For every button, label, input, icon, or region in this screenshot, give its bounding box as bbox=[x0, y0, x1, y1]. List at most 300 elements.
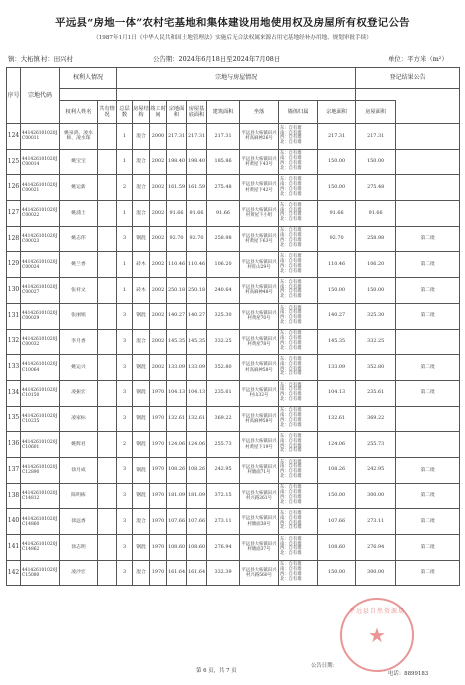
row-base-area: 104.13 bbox=[187, 380, 207, 406]
row-completion-year: 1970 bbox=[150, 457, 167, 483]
row-boundaries: 东：自有墙 南：自有墙 西：自有墙 北：自有墙 bbox=[279, 535, 318, 561]
row-parcel-code: 441426101020JC10235 bbox=[21, 406, 60, 432]
row-boundaries: 东：自有墙 南：自有墙 西：自有墙 北：自有墙 bbox=[279, 457, 318, 483]
row-boundaries: 东：自有墙 南：自有墙 西：自有墙 北：自有墙 bbox=[279, 329, 318, 355]
row-building-area: 240.64 bbox=[207, 278, 240, 304]
row-boundaries: 东：自有墙 南：自有墙 西：自有墙 北：自有墙 bbox=[279, 124, 318, 150]
row-structure: 钢混 bbox=[133, 457, 150, 483]
row-seq: 135 bbox=[7, 406, 21, 432]
row-base-area: 107.66 bbox=[187, 509, 207, 535]
row-location: 平远县大柘镇田兴村高麻神58号 bbox=[240, 406, 279, 432]
row-seq: 128 bbox=[7, 226, 21, 252]
header-completion-year: 竣工时间 bbox=[150, 101, 167, 124]
row-base-area: 161.59 bbox=[187, 175, 207, 201]
row-reg-parcel-area: 108.60 bbox=[318, 535, 356, 561]
row-parcel-code: 441426101020JC00024 bbox=[21, 252, 60, 278]
row-remark bbox=[396, 149, 460, 175]
row-co-owner bbox=[98, 509, 117, 535]
row-co-owner bbox=[98, 483, 117, 509]
table-row bbox=[7, 329, 460, 355]
row-remark: 第二批 bbox=[396, 509, 460, 535]
row-completion-year: 1970 bbox=[150, 432, 167, 458]
row-location: 平远县大柘镇田兴村塘面37号 bbox=[240, 535, 279, 561]
row-total-floors: 3 bbox=[117, 560, 133, 586]
row-parcel-area: 110.46 bbox=[167, 252, 187, 278]
table-row bbox=[7, 483, 460, 509]
row-structure: 混合 bbox=[133, 560, 150, 586]
row-reg-parcel-area: 104.13 bbox=[318, 380, 356, 406]
row-parcel-code: 441426101020JC10064 bbox=[21, 355, 60, 381]
header-seq: 序号 bbox=[7, 68, 21, 124]
row-holder-name: 姚运兴 bbox=[60, 355, 98, 381]
row-total-floors: 3 bbox=[117, 329, 133, 355]
row-parcel-area: 92.70 bbox=[167, 226, 187, 252]
meta-town: 镇：大柘镇 bbox=[8, 55, 40, 63]
row-holder-name: 凌家标 bbox=[60, 406, 98, 432]
row-remark bbox=[396, 406, 460, 432]
table-row bbox=[7, 432, 460, 458]
row-parcel-area: 250.18 bbox=[167, 278, 187, 304]
row-reg-parcel-area: 150.00 bbox=[318, 278, 356, 304]
meta-period bbox=[41, 54, 281, 63]
registration-table bbox=[6, 67, 460, 586]
row-total-floors: 2 bbox=[117, 175, 133, 201]
row-total-floors: 3 bbox=[117, 535, 133, 561]
row-structure: 钢混 bbox=[133, 432, 150, 458]
row-holder-name: 徐远香 bbox=[60, 509, 98, 535]
row-base-area: 124.06 bbox=[187, 432, 207, 458]
row-parcel-code: 441426101020JC00027 bbox=[21, 278, 60, 304]
row-base-area: 110.46 bbox=[187, 252, 207, 278]
row-structure: 钢混 bbox=[133, 483, 150, 509]
row-location: 平远县大柘镇田兴村旺山29号 bbox=[240, 252, 279, 278]
row-remark: 第二批 bbox=[396, 226, 460, 252]
row-boundaries: 东：自有墙 南：自有墙 西：自有墙 北：自有墙 bbox=[279, 252, 318, 278]
header-reg-house-area: 房屋面积 bbox=[356, 101, 396, 124]
row-boundaries: 东：自有墙 南：自有墙 西：自有墙 北：自有墙 bbox=[279, 509, 318, 535]
table-row bbox=[7, 535, 460, 561]
table-row bbox=[7, 226, 460, 252]
row-parcel-code: 441426101020JC00021 bbox=[21, 175, 60, 201]
row-reg-house-area: 300.00 bbox=[356, 483, 396, 509]
header-structure: 房屋结构 bbox=[133, 101, 150, 124]
table-row bbox=[7, 355, 460, 381]
row-remark: 第二批 bbox=[396, 303, 460, 329]
row-structure: 砖木 bbox=[133, 278, 150, 304]
row-location: 平远县大柘镇田兴村塘面71号 bbox=[240, 457, 279, 483]
row-remark bbox=[396, 201, 460, 227]
header-base-area: 房屋基底面积 bbox=[187, 101, 207, 124]
row-holder-name: 姚浦士 bbox=[60, 201, 98, 227]
row-remark bbox=[396, 124, 460, 150]
row-co-owner bbox=[98, 380, 117, 406]
header-location: 坐落 bbox=[240, 101, 279, 124]
row-seq: 127 bbox=[7, 201, 21, 227]
row-parcel-area: 217.31 bbox=[167, 124, 187, 150]
row-location: 平远县大柘镇田兴村黄屋70号 bbox=[240, 303, 279, 329]
row-completion-year: 2002 bbox=[150, 175, 167, 201]
row-completion-year: 2002 bbox=[150, 226, 167, 252]
row-reg-house-area: 235.61 bbox=[356, 380, 396, 406]
row-reg-parcel-area: 92.70 bbox=[318, 226, 356, 252]
row-remark: 第二批 bbox=[396, 355, 460, 381]
row-parcel-area: 104.13 bbox=[167, 380, 187, 406]
row-co-owner bbox=[98, 303, 117, 329]
row-structure: 混合 bbox=[133, 509, 150, 535]
row-reg-house-area: 150.00 bbox=[356, 149, 396, 175]
row-reg-house-area: 369.22 bbox=[356, 406, 396, 432]
row-seq: 133 bbox=[7, 355, 21, 381]
row-seq: 124 bbox=[7, 124, 21, 150]
row-structure: 混合 bbox=[133, 149, 150, 175]
row-seq: 141 bbox=[7, 535, 21, 561]
row-remark: 第二批 bbox=[396, 380, 460, 406]
header-parcel-group: 宗地与房屋情况 bbox=[117, 68, 356, 89]
row-completion-year: 2002 bbox=[150, 201, 167, 227]
row-remark: 第二批 bbox=[396, 252, 460, 278]
row-parcel-code: 441426101020JC14860 bbox=[21, 509, 60, 535]
row-co-owner bbox=[98, 201, 117, 227]
table-row bbox=[7, 560, 460, 586]
row-reg-house-area: 332.25 bbox=[356, 329, 396, 355]
row-total-floors: 3 bbox=[117, 509, 133, 535]
row-co-owner bbox=[98, 535, 117, 561]
row-boundaries: 东：自有墙 南：自有墙 西：自有墙 北：自有墙 bbox=[279, 201, 318, 227]
row-parcel-area: 161.59 bbox=[167, 175, 187, 201]
row-building-area: 276.94 bbox=[207, 535, 240, 561]
row-total-floors: 1 bbox=[117, 201, 133, 227]
row-holder-name: 徐志明 bbox=[60, 535, 98, 561]
row-holder-name: 姚兰香 bbox=[60, 252, 98, 278]
row-holder-name: 凌振宏 bbox=[60, 380, 98, 406]
row-building-area: 235.61 bbox=[207, 380, 240, 406]
row-seq: 138 bbox=[7, 483, 21, 509]
row-completion-year: 2002 bbox=[150, 278, 167, 304]
row-reg-house-area: 258.98 bbox=[356, 226, 396, 252]
row-reg-house-area: 275.48 bbox=[356, 175, 396, 201]
row-holder-name: 姚志伟 bbox=[60, 226, 98, 252]
row-base-area: 145.35 bbox=[187, 329, 207, 355]
row-completion-year: 2002 bbox=[150, 252, 167, 278]
row-completion-year: 1970 bbox=[150, 380, 167, 406]
row-remark bbox=[396, 175, 460, 201]
row-remark: 第二批 bbox=[396, 483, 460, 509]
row-seq: 134 bbox=[7, 380, 21, 406]
row-building-area: 332.39 bbox=[207, 560, 240, 586]
row-parcel-code: 441426101020JC14812 bbox=[21, 483, 60, 509]
header-total-floors: 总层数 bbox=[117, 101, 133, 124]
row-remark: 第二批 bbox=[396, 535, 460, 561]
row-seq: 126 bbox=[7, 175, 21, 201]
row-reg-parcel-area: 133.09 bbox=[318, 355, 356, 381]
row-holder-name: 姚辉君 bbox=[60, 432, 98, 458]
row-location: 平远县大柘镇田兴村黄屋下63号 bbox=[240, 226, 279, 252]
row-reg-parcel-area: 140.27 bbox=[318, 303, 356, 329]
row-reg-house-area: 276.94 bbox=[356, 535, 396, 561]
header-rights-holder-group: 权利人情况 bbox=[60, 68, 117, 89]
row-reg-house-area: 352.80 bbox=[356, 355, 396, 381]
row-location: 平远县大柘镇田兴村高麻神58号 bbox=[240, 355, 279, 381]
row-parcel-area: 108.60 bbox=[167, 535, 187, 561]
row-reg-parcel-area: 110.46 bbox=[318, 252, 356, 278]
seal-org-text: 平远县自然资源局 bbox=[348, 608, 405, 615]
row-remark bbox=[396, 329, 460, 355]
row-completion-year: 2002 bbox=[150, 329, 167, 355]
row-total-floors: 3 bbox=[117, 380, 133, 406]
meta-period-text: 公告期：2024年6月18日至2024年7月08日 bbox=[153, 55, 281, 63]
row-completion-year: 2000 bbox=[150, 124, 167, 150]
row-building-area: 258.98 bbox=[207, 226, 240, 252]
row-seq: 130 bbox=[7, 278, 21, 304]
row-seq: 140 bbox=[7, 509, 21, 535]
header-parcel-area: 宗地面积 bbox=[167, 101, 187, 124]
row-building-area: 106.20 bbox=[207, 252, 240, 278]
row-completion-year: 1970 bbox=[150, 406, 167, 432]
contact-phone: 电话：8899183 bbox=[388, 671, 429, 677]
row-completion-year: 2002 bbox=[150, 149, 167, 175]
row-parcel-code: 441426101020JC15080 bbox=[21, 560, 60, 586]
row-remark: 第二批 bbox=[396, 560, 460, 586]
row-seq: 129 bbox=[7, 252, 21, 278]
row-parcel-area: 161.64 bbox=[167, 560, 187, 586]
row-total-floors: 1 bbox=[117, 124, 133, 150]
row-structure: 钢混 bbox=[133, 226, 150, 252]
row-parcel-area: 145.35 bbox=[167, 329, 187, 355]
row-building-area: 185.86 bbox=[207, 149, 240, 175]
row-structure: 钢混 bbox=[133, 355, 150, 381]
table-row bbox=[7, 509, 460, 535]
row-co-owner bbox=[98, 226, 117, 252]
row-boundaries: 东：自有墙 南：自有墙 西：自有墙 北：自有墙 bbox=[279, 175, 318, 201]
row-co-owner bbox=[98, 457, 117, 483]
row-co-owner bbox=[98, 329, 117, 355]
row-completion-year: 1970 bbox=[150, 483, 167, 509]
row-parcel-code: 441426101020JC00023 bbox=[21, 226, 60, 252]
table-row bbox=[7, 124, 460, 150]
row-remark: 第二批 bbox=[396, 278, 460, 304]
row-location: 平远县大柘镇田兴村高麻神26号 bbox=[240, 124, 279, 150]
row-co-owner bbox=[98, 432, 117, 458]
row-boundaries: 东：自有墙 南：自有墙 西：自有墙 北：自有墙 bbox=[279, 380, 318, 406]
row-reg-parcel-area: 150.00 bbox=[318, 483, 356, 509]
row-remark bbox=[396, 432, 460, 458]
row-reg-house-area: 150.00 bbox=[356, 278, 396, 304]
row-base-area: 108.26 bbox=[187, 457, 207, 483]
table-body bbox=[7, 124, 460, 586]
row-base-area: 108.60 bbox=[187, 535, 207, 561]
row-reg-house-area: 300.00 bbox=[356, 560, 396, 586]
row-co-owner bbox=[98, 149, 117, 175]
meta-unit: 单位：平方米（m²） bbox=[388, 55, 448, 63]
row-completion-year: 1970 bbox=[150, 509, 167, 535]
row-co-owner bbox=[98, 406, 117, 432]
header-code: 宗地代码 bbox=[21, 68, 60, 124]
row-reg-house-area: 242.95 bbox=[356, 457, 396, 483]
row-parcel-code: 441426101020JC10601 bbox=[21, 432, 60, 458]
row-total-floors: 2 bbox=[117, 432, 133, 458]
row-location: 平远县大柘镇田兴村山32号 bbox=[240, 380, 279, 406]
table-row bbox=[7, 380, 460, 406]
row-building-area: 242.95 bbox=[207, 457, 240, 483]
row-structure: 钢混 bbox=[133, 535, 150, 561]
row-seq: 137 bbox=[7, 457, 21, 483]
row-location: 平远县大柘镇田兴村黄屋78号 bbox=[240, 329, 279, 355]
row-structure: 混合 bbox=[133, 124, 150, 150]
row-boundaries: 东：自有墙 南：自有墙 西：自有墙 北：自有墙 bbox=[279, 278, 318, 304]
row-building-area: 369.22 bbox=[207, 406, 240, 432]
header-co-owner: 共有情况 bbox=[98, 101, 117, 124]
row-reg-house-area: 91.66 bbox=[356, 201, 396, 227]
row-boundaries: 东：自有墙 南：自有墙 西：自有墙 北：自有墙 bbox=[279, 303, 318, 329]
row-base-area: 181.09 bbox=[187, 483, 207, 509]
row-holder-name: 张祥文 bbox=[60, 278, 98, 304]
row-co-owner bbox=[98, 124, 117, 150]
row-reg-parcel-area: 91.66 bbox=[318, 201, 356, 227]
row-parcel-code: 441426101020JC12890 bbox=[21, 457, 60, 483]
notice-date-label: 公告日期： bbox=[311, 663, 338, 669]
row-base-area: 91.66 bbox=[187, 201, 207, 227]
row-reg-house-area: 217.31 bbox=[356, 124, 396, 150]
row-structure: 混合 bbox=[133, 201, 150, 227]
row-total-floors: 3 bbox=[117, 406, 133, 432]
row-seq: 142 bbox=[7, 560, 21, 586]
row-holder-name: 凌沙宏 bbox=[60, 560, 98, 586]
row-building-area: 217.31 bbox=[207, 124, 240, 150]
row-base-area: 217.31 bbox=[187, 124, 207, 150]
header-boundaries: 墙体归属 bbox=[279, 101, 318, 124]
row-location: 平远县大柘镇田兴村黄屋下小组 bbox=[240, 201, 279, 227]
row-parcel-area: 107.66 bbox=[167, 509, 187, 535]
table-row bbox=[7, 252, 460, 278]
row-boundaries: 东：自有墙 南：自有墙 西：自有墙 北：自有墙 bbox=[279, 483, 318, 509]
official-seal bbox=[340, 598, 414, 672]
row-parcel-code: 441426101020JC00014 bbox=[21, 149, 60, 175]
row-base-area: 133.09 bbox=[187, 355, 207, 381]
row-holder-name: 陈明栋 bbox=[60, 483, 98, 509]
row-holder-name: 李月香 bbox=[60, 329, 98, 355]
row-building-area: 372.15 bbox=[207, 483, 240, 509]
row-total-floors: 1 bbox=[117, 252, 133, 278]
row-base-area: 161.64 bbox=[187, 560, 207, 586]
header-building-area: 建筑面积 bbox=[207, 101, 240, 124]
row-co-owner bbox=[98, 175, 117, 201]
row-reg-parcel-area: 132.61 bbox=[318, 406, 356, 432]
row-structure: 钢混 bbox=[133, 303, 150, 329]
row-reg-parcel-area: 124.06 bbox=[318, 432, 356, 458]
row-boundaries: 东：自有墙 南：自有墙 西：自有墙 北：自有墙 bbox=[279, 432, 318, 458]
row-boundaries: 东：自有墙 南：自有墙 西：自有墙 北：自有墙 bbox=[279, 355, 318, 381]
row-boundaries: 东：自有墙 南：自有墙 西：自有墙 北：自有墙 bbox=[279, 406, 318, 432]
row-reg-house-area: 255.73 bbox=[356, 432, 396, 458]
row-building-area: 325.30 bbox=[207, 303, 240, 329]
row-parcel-area: 132.61 bbox=[167, 406, 187, 432]
header-result-group: 登记结果公告 bbox=[356, 68, 460, 89]
row-parcel-code: 441426101020JC00022 bbox=[21, 201, 60, 227]
row-parcel-code: 441426101020JC00011 bbox=[21, 124, 60, 150]
row-reg-parcel-area: 108.26 bbox=[318, 457, 356, 483]
row-parcel-area: 124.06 bbox=[167, 432, 187, 458]
row-completion-year: 2002 bbox=[150, 303, 167, 329]
row-co-owner bbox=[98, 355, 117, 381]
row-parcel-area: 91.66 bbox=[167, 201, 187, 227]
row-reg-parcel-area: 150.00 bbox=[318, 560, 356, 586]
row-building-area: 332.25 bbox=[207, 329, 240, 355]
row-total-floors: 3 bbox=[117, 303, 133, 329]
header-holder-name: 权利人姓名 bbox=[60, 101, 98, 124]
row-reg-house-area: 106.20 bbox=[356, 252, 396, 278]
row-reg-parcel-area: 150.00 bbox=[318, 149, 356, 175]
row-parcel-code: 441426101020JC00032 bbox=[21, 329, 60, 355]
row-total-floors: 1 bbox=[117, 149, 133, 175]
row-boundaries: 东：自有墙 南：自有墙 西：自有墙 北：自有墙 bbox=[279, 149, 318, 175]
notice-title: 平远县“房地一体”农村宅基地和集体建设用地使用权及房屋所有权登记公告 bbox=[55, 17, 410, 29]
row-location: 平远县大柘镇田兴村兴路261号 bbox=[240, 483, 279, 509]
row-parcel-area: 198.40 bbox=[167, 149, 187, 175]
page-number: 第 6 页，共 7 页 bbox=[196, 668, 237, 674]
row-reg-parcel-area: 145.35 bbox=[318, 329, 356, 355]
row-total-floors: 3 bbox=[117, 226, 133, 252]
meta-village: 村：田兴村 bbox=[41, 55, 73, 63]
row-boundaries: 东：自有墙 南：自有墙 西：自有墙 北：自有墙 bbox=[279, 560, 318, 586]
row-location: 平远县大柘镇田兴村黄屋下43号 bbox=[240, 149, 279, 175]
table-row bbox=[7, 175, 460, 201]
row-structure: 混合 bbox=[133, 329, 150, 355]
row-base-area: 92.70 bbox=[187, 226, 207, 252]
row-co-owner bbox=[98, 560, 117, 586]
row-seq: 132 bbox=[7, 329, 21, 355]
row-holder-name: 徐月成 bbox=[60, 457, 98, 483]
row-structure: 钢混 bbox=[133, 380, 150, 406]
row-building-area: 352.80 bbox=[207, 355, 240, 381]
row-location: 平远县大柘镇田兴村兴路560号 bbox=[240, 560, 279, 586]
row-completion-year: 2002 bbox=[150, 355, 167, 381]
row-boundaries: 东：自有墙 南：自有墙 西：自有墙 北：自有墙 bbox=[279, 226, 318, 252]
row-building-area: 255.73 bbox=[207, 432, 240, 458]
row-reg-house-area: 325.30 bbox=[356, 303, 396, 329]
row-reg-house-area: 273.11 bbox=[356, 509, 396, 535]
row-seq: 125 bbox=[7, 149, 21, 175]
notice-subtitle: （1987年1月1日《中华人民共和国土地管理法》实施后无合法权属来源占用宅基地经补办用地、规划审批手续） bbox=[93, 35, 372, 41]
row-parcel-area: 133.09 bbox=[167, 355, 187, 381]
seal-star-icon: ★ bbox=[368, 623, 386, 647]
row-parcel-area: 140.27 bbox=[167, 303, 187, 329]
table-row bbox=[7, 457, 460, 483]
row-seq: 136 bbox=[7, 432, 21, 458]
row-parcel-code: 441426101020JC10150 bbox=[21, 380, 60, 406]
row-total-floors: 3 bbox=[117, 483, 133, 509]
row-co-owner bbox=[98, 252, 117, 278]
row-total-floors: 1 bbox=[117, 278, 133, 304]
row-holder-name: 张丽娟 bbox=[60, 303, 98, 329]
row-building-area: 275.48 bbox=[207, 175, 240, 201]
row-parcel-area: 181.09 bbox=[167, 483, 187, 509]
row-reg-parcel-area: 107.66 bbox=[318, 509, 356, 535]
row-location: 平远县大柘镇田兴村黄屋下42号 bbox=[240, 175, 279, 201]
table-row bbox=[7, 303, 460, 329]
row-completion-year: 1970 bbox=[150, 535, 167, 561]
row-base-area: 198.40 bbox=[187, 149, 207, 175]
row-total-floors: 3 bbox=[117, 457, 133, 483]
row-holder-name: 姚泉鸿、凌水师、凌水琛 bbox=[60, 124, 98, 150]
row-location: 平远县大柘镇田兴村塘面38号 bbox=[240, 509, 279, 535]
table-row bbox=[7, 406, 460, 432]
row-structure: 混合 bbox=[133, 175, 150, 201]
table-row bbox=[7, 149, 460, 175]
row-building-area: 91.66 bbox=[207, 201, 240, 227]
row-base-area: 250.18 bbox=[187, 278, 207, 304]
row-parcel-code: 441426101020JC00029 bbox=[21, 303, 60, 329]
table-row bbox=[7, 201, 460, 227]
